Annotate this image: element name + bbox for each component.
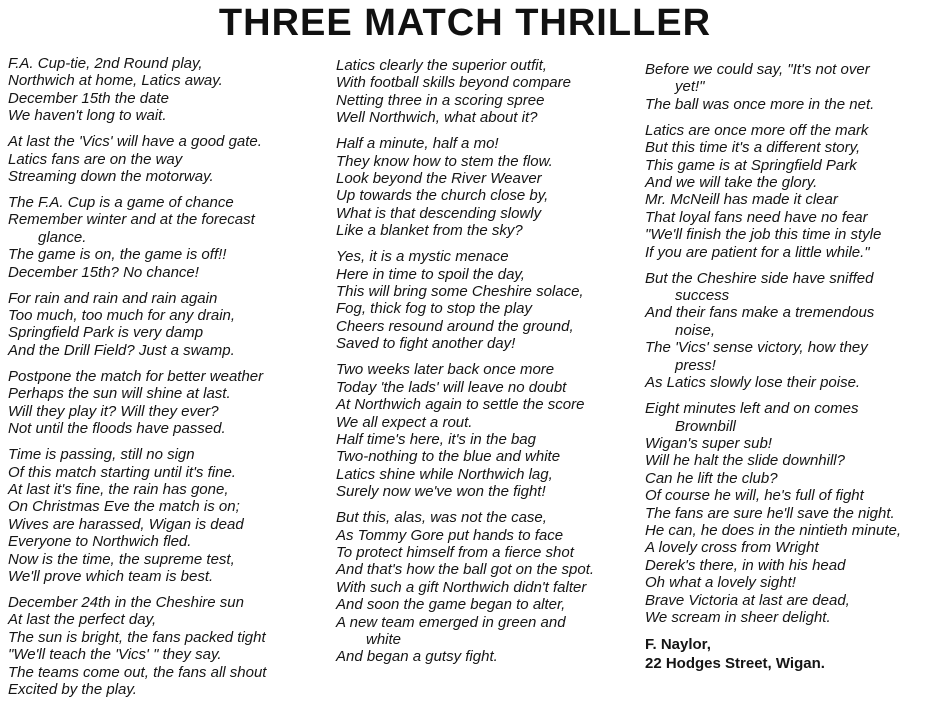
author-signature (645, 635, 950, 673)
poem-line: Two-nothing to the blue and white (336, 448, 561, 466)
poem-line: A lovely cross from Wright (645, 539, 819, 557)
poem-line: Northwich at home, Latics away. (8, 72, 223, 90)
poem-line: Latics are once more off the mark (645, 121, 869, 139)
poem-line: "We'll finish the job this time in style (645, 226, 882, 244)
poem-line: That loyal fans need have no fear (645, 208, 868, 226)
poem-line: But the Cheshire side have sniffed (645, 269, 874, 287)
poem-line: Today 'the lads' will leave no doubt (336, 378, 567, 396)
poem-line: Like a blanket from the sky? (336, 222, 523, 240)
poem-line: Half a minute, half a mo! (336, 135, 499, 153)
poem-line: Streaming down the motorway. (8, 168, 214, 186)
stanza (8, 368, 333, 438)
poem-line: Too much, too much for any drain, (8, 307, 236, 325)
poem-line: Excited by the play. (8, 680, 137, 698)
poem-line: Now is the time, the supreme test, (8, 550, 235, 568)
poem-line: At last the 'Vics' will have a good gate. (8, 133, 262, 151)
poem-line: And that's how the ball got on the spot. (336, 561, 595, 579)
poem-line: For rain and rain and rain again (8, 289, 218, 307)
poem-column-3 (645, 61, 950, 673)
poem-line: As Tommy Gore put hands to face (336, 526, 564, 544)
poem-line: Perhaps the sun will shine at last. (8, 385, 231, 403)
poem-line: "We'll teach the 'Vics' " they say. (8, 646, 222, 664)
poem-line: Mr. McNeill has made it clear (645, 191, 838, 209)
stanza (8, 446, 333, 585)
poem-line: Time is passing, still no sign (8, 446, 195, 464)
poem-line: Will they play it? Will they ever? (8, 402, 219, 420)
stanza (336, 57, 641, 127)
poem-line: Springfield Park is very damp (8, 324, 204, 342)
poem-line: If you are patient for a little while." (645, 243, 870, 261)
stanza (336, 361, 641, 500)
poem-line: press! (675, 356, 716, 374)
poem-line: Wives are harassed, Wigan is dead (8, 515, 244, 533)
poem-line: Latics clearly the superior outfit, (336, 57, 547, 74)
poem-line: Wigan's super sub! (645, 434, 772, 452)
poem-line: Can he lift the club? (645, 469, 778, 487)
poem-line: Eight minutes left and on comes (645, 400, 859, 418)
poem-line: Up towards the church close by, (336, 187, 549, 205)
poem-line: glance. (38, 228, 87, 246)
poem-line: With football skills beyond compare (336, 74, 571, 92)
poem-line: A new team emerged in green and (336, 613, 566, 631)
poem-line: And their fans make a tremendous (645, 304, 875, 322)
poem-line: Latics shine while Northwich lag, (336, 465, 553, 483)
poem-column-2 (336, 57, 641, 674)
poem-line: With such a gift Northwich didn't falter (336, 578, 587, 596)
poem-line: white (366, 630, 402, 648)
poem-line: To protect himself from a fierce shot (336, 543, 574, 561)
poem-line: And began a gutsy fight. (336, 648, 498, 666)
poem-line: The sun is bright, the fans packed tight (8, 628, 266, 646)
poem-line: success (675, 287, 730, 305)
poem-line: Everyone to Northwich fled. (8, 533, 192, 551)
poem-line: Surely now we've won the fight! (336, 483, 546, 501)
stanza (8, 194, 333, 281)
poem-line: We all expect a rout. (336, 413, 473, 431)
poem-line: They know how to stem the flow. (336, 152, 553, 170)
poem-line: Saved to fight another day! (336, 335, 516, 353)
poem-line: Will he halt the slide downhill? (645, 452, 845, 470)
poem-line: Here in time to spoil the day, (336, 265, 525, 283)
poem-line: Look beyond the River Weaver (336, 170, 542, 188)
poem-line: Brave Victoria at last are dead, (645, 591, 850, 609)
poem-line: Latics fans are on the way (8, 150, 183, 168)
poem-line: And soon the game began to alter, (336, 596, 566, 614)
poem-line: Cheers resound around the ground, (336, 317, 574, 335)
poem-line: Postpone the match for better weather (8, 367, 264, 385)
stanza (8, 55, 333, 125)
stanza (645, 122, 950, 261)
stanza (336, 509, 641, 666)
poem-line: We haven't long to wait. (8, 107, 167, 125)
poem-line: At last it's fine, the rain has gone, (8, 480, 229, 498)
stanza (8, 290, 333, 360)
stanza (336, 248, 641, 352)
poem-line: yet!" (675, 78, 705, 96)
poem-line: Remember winter and at the forecast (8, 211, 255, 229)
author-address: 22 Hodges Street, Wigan. (645, 654, 825, 672)
stanza (8, 594, 333, 698)
poem-line: At Northwich again to settle the score (336, 396, 585, 414)
poem-title: THREE MATCH THRILLER (218, 2, 712, 44)
poem-line: Not until the floods have passed. (8, 420, 226, 438)
poem-line: The ball was once more in the net. (645, 95, 875, 113)
poem-line: He can, he does in the nintieth minute, (645, 521, 901, 539)
poem-line: Of this match starting until it's fine. (8, 463, 236, 481)
author-name: F. Naylor, (645, 635, 711, 653)
poem-line: This will bring some Cheshire solace, (336, 283, 584, 301)
poem-line: Oh what a lovely sight! (645, 574, 796, 592)
poem-line: Before we could say, "It's not over (645, 61, 870, 78)
poem-line: The teams come out, the fans all shout (8, 663, 267, 681)
poem-line: Half time's here, it's in the bag (336, 430, 536, 448)
poem-line: Brownbill (675, 417, 736, 435)
poem-line: We'll prove which team is best. (8, 567, 214, 585)
poem-line: Netting three in a scoring spree (336, 91, 545, 109)
poem-line: We scream in sheer delight. (645, 608, 831, 626)
poem-line: And we will take the glory. (645, 174, 818, 192)
poem-line: But this, alas, was not the case, (336, 509, 547, 527)
poem-line: The fans are sure he'll save the night. (645, 504, 895, 522)
stanza (645, 270, 950, 392)
poem-line: But this time it's a different story, (645, 139, 861, 157)
stanza (645, 400, 950, 626)
poem-line: December 15th? No chance! (8, 263, 199, 281)
poem-line: Well Northwich, what about it? (336, 109, 538, 127)
poem-line: And the Drill Field? Just a swamp. (8, 341, 235, 359)
poem-line: Two weeks later back once more (336, 361, 555, 379)
poem-line: Derek's there, in with his head (645, 556, 846, 574)
poem-line: December 15th the date (8, 89, 169, 107)
poem-line: As Latics slowly lose their poise. (645, 374, 861, 392)
poem-line: On Christmas Eve the match is on; (8, 498, 240, 516)
poem-line: F.A. Cup-tie, 2nd Round play, (8, 55, 203, 72)
poem-column-1 (8, 55, 333, 707)
poem-line: Yes, it is a mystic menace (336, 248, 509, 266)
poem-line: What is that descending slowly (336, 204, 542, 222)
poem-line: noise, (675, 321, 716, 339)
stanza (336, 135, 641, 239)
poem-line: Fog, thick fog to stop the play (336, 300, 532, 318)
poem-line: December 24th in the Cheshire sun (8, 593, 244, 611)
poem-line: The F.A. Cup is a game of chance (8, 194, 234, 212)
poem-line: Of course he will, he's full of fight (645, 487, 864, 505)
poem-line: This game is at Springfield Park (645, 156, 857, 174)
poem-line: The game is on, the game is off!! (8, 246, 227, 264)
poem-line: The 'Vics' sense victory, how they (645, 339, 868, 357)
stanza (8, 133, 333, 185)
stanza (645, 61, 950, 113)
poem-line: At last the perfect day, (8, 611, 157, 629)
